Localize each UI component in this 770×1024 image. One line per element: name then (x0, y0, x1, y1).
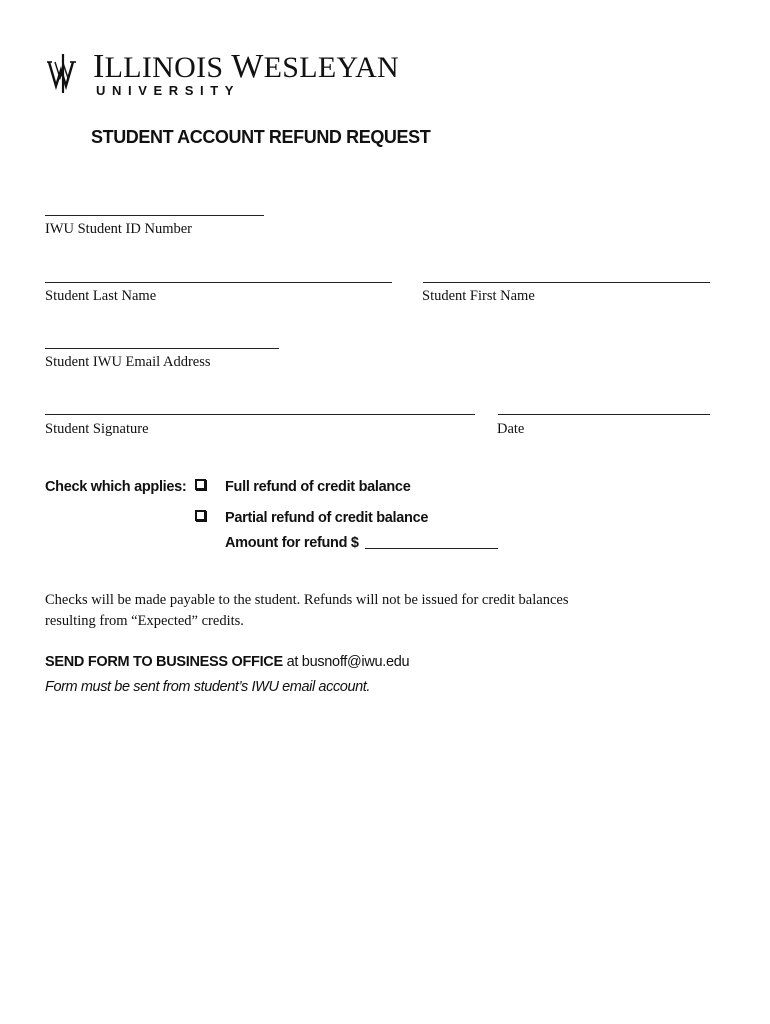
first-name-label: Student First Name (422, 288, 535, 304)
note-line-1: Checks will be made payable to the student. Refunds will not be issued for credit balances (45, 592, 569, 608)
student-id-field[interactable] (45, 215, 264, 216)
logo-rest-2: ESLEYAN (263, 51, 400, 84)
note-line-2: resulting from “Expected” credits. (45, 613, 244, 629)
signature-field[interactable] (45, 414, 475, 415)
send-instruction (45, 653, 409, 671)
refund-amount-label: Amount for refund $ (225, 535, 359, 551)
signature-label: Student Signature (45, 421, 149, 437)
email-field[interactable] (45, 348, 279, 349)
check-prompt: Check which applies: (45, 479, 187, 495)
iwu-logo-mark-icon (46, 52, 82, 94)
full-refund-checkbox[interactable] (195, 479, 206, 490)
logo-subtitle: UNIVERSITY (96, 83, 241, 98)
send-instruction-email: at busnoff@iwu.edu (282, 654, 410, 670)
refund-amount-field[interactable] (365, 548, 498, 549)
email-label: Student IWU Email Address (45, 354, 211, 370)
last-name-field[interactable] (45, 282, 392, 283)
logo-initial-1: I (93, 48, 105, 85)
email-account-note: Form must be sent from student’s IWU email account. (45, 679, 371, 695)
date-label: Date (497, 421, 525, 437)
logo-initial-2: W (231, 48, 264, 85)
partial-refund-label: Partial refund of credit balance (225, 510, 429, 526)
form-title: STUDENT ACCOUNT REFUND REQUEST (91, 127, 431, 147)
full-refund-label: Full refund of credit balance (225, 479, 411, 495)
date-field[interactable] (498, 414, 710, 415)
last-name-label: Student Last Name (45, 288, 157, 304)
logo-university-name (93, 50, 399, 85)
logo-rest-1: LLINOIS (104, 51, 224, 84)
send-instruction-bold: SEND FORM TO BUSINESS OFFICE (45, 654, 283, 670)
partial-refund-checkbox[interactable] (195, 510, 206, 521)
student-id-label: IWU Student ID Number (45, 221, 192, 237)
first-name-field[interactable] (423, 282, 710, 283)
